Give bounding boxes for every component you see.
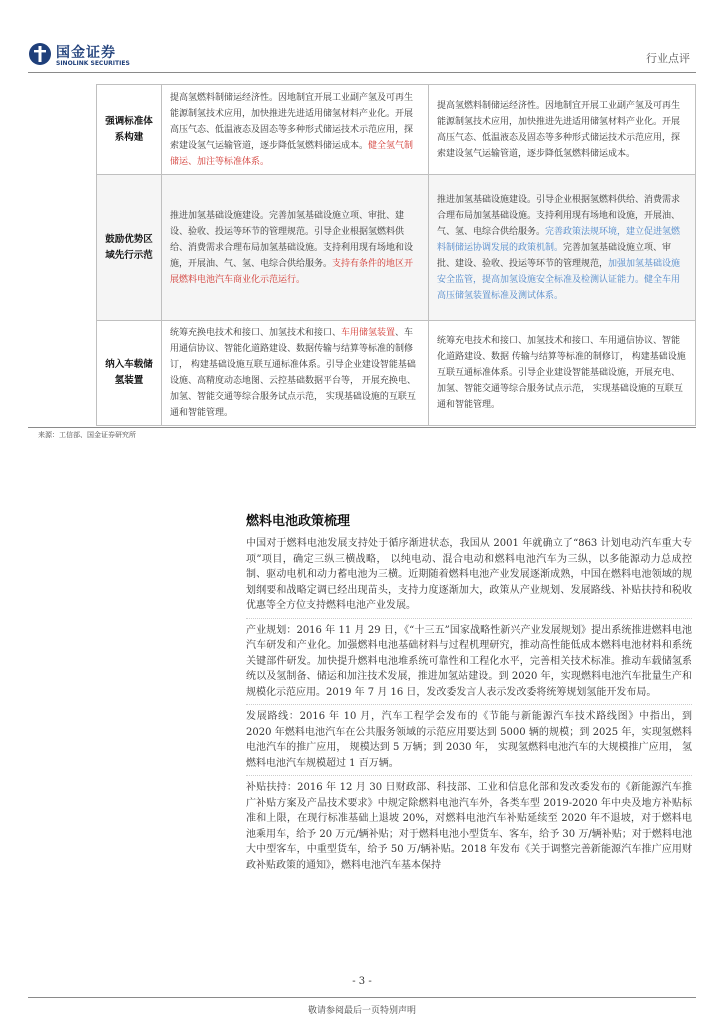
row-category: 鼓励优势区域先行示范 [97,175,162,321]
row-category: 纳入车载储氢装置 [97,321,162,426]
company-logo [28,40,138,72]
page-header [0,0,724,80]
policy-text: 推进加氢基础设施建设。引导企业根据氢燃料供给、消费需求合理布局加氢基础设施。支持利用现有场地和设施，开展油、气、氢、电综合供给服务。 [437,194,681,237]
page-number: - 3 - [352,976,372,987]
body-paragraph: 补贴扶持：2016 年 12 月 30 日财政部、科技部、工业和信息化部和发改委发布的《新能源汽车推广补贴方案及产品技术要求》中规定除燃料电池汽车外，各类车型 2019-2020 年中央及地方补贴标准和上限，在现行标准基础上退坡 20%，对燃料电池汽车补贴延续至 2020 年不退坡，对于燃料电池乘用车，给予 20 万元/辆补贴；对于燃料电池小型货车、客车，给予 30 万/辆补贴；对于燃料电池大中型客车，中重型货车，给予 50 万/辆补贴。2018 年发布《关于调整完善新能源汽车推广应用财政补贴政策的通知》，燃料电池汽车基本保持 [246,775,692,873]
report-type-label: 行业点评 [646,52,690,65]
header-divider [28,72,696,73]
policy-text: 统筹充电技术和接口、加氢技术和接口、车用通信协议、智能化道路建设、数据 传输与结算等标准的制修订， 构建基础设施互联互通标准体系。引导企业建设智能基础设施，开展充电、加氢、智能交通等综合服务试点示范， 实现基础设施的互联互通和智能管理。 [437,336,686,410]
section-heading: 燃料电池政策梳理 [246,514,351,529]
policy-cell-right [429,175,696,321]
policy-text-highlight: 车用储氢装置 [341,328,396,338]
policy-cell-right [429,85,696,175]
body-paragraph: 中国对于燃料电池发展支持处于循序渐进状态，我国从 2001 年就确立了“863 计划电动汽车重大专项”项目，确定三纵三横战略， 以纯电动、混合电动和燃料电池汽车为三纵，以多能源动力总成控制、驱动电机和动力蓄电池为三横。近期随着燃料电池产业发展逐渐成熟，中国在燃料电池领域的规划纲要和战略定调已经出现苗头，支持力度逐渐加大，政策从产业规划、发展路线、补贴扶持和税收优惠等全方位支持燃料电池产业发展。 [246,538,692,611]
policy-text-new: 加强加氢基础设施安全监管，提高加氢设施安全标准及检测认证能力。健全车用高压储氢装置标准及测试体系。 [437,258,681,301]
policy-text: 统筹充换电技术和接口、加氢技术和接口、 [170,328,342,338]
policy-cell-left [162,85,429,175]
logo-text-cn: 国金证券 [56,45,116,61]
footer-disclaimer: 敬请参阅最后一页特别声明 [307,1006,416,1016]
policy-text-highlight: 健全氢气制储运、加注等标准体系。 [170,140,414,167]
table-divider [28,427,696,428]
table-row [97,175,696,321]
policy-text: 推进加氢基础设施建设。完善加氢基础设施立项、审批、建设、验收、投运等环节的管理规范。引导企业根据氢燃料供给、消费需求合理布局加氢基础设施。支持利用现有场地和设施，开展油、气、氢、电综合供给服务。 [170,210,414,269]
body-paragraph: 发展路线：2016 年 10 月，汽车工程学会发布的《节能与新能源汽车技术路线图》中指出，到 2020 年燃料电池汽车在公共服务领域的示范应用要达到 5000 辆的规模；到 2025 年，实现氢燃料电池汽车的推广应用， 规模达到 5 万辆；到 2030 年， 实现氢燃料电池汽车的大规模推广应用， 氢燃料电池汽车规模超过 1 百万辆。 [246,704,692,771]
policy-text: 提高氢燃料制储运经济性。因地制宜开展工业副产氢及可再生能源制氢技术应用，加快推进先进适用储氢材料产业化。开展高压气态、低温液态及固态等多种形式储运技术示范应用，探索建设氢气运输管道，逐步降低氢燃料储运成本。 [170,92,414,151]
policy-comparison-table [96,84,696,426]
policy-text-highlight: 支持有条件的地区开展燃料电池汽车商业化示范运行。 [170,258,414,285]
policy-cell-left [162,175,429,321]
logo-mark-icon [28,42,52,66]
footer-divider [28,997,696,998]
policy-cell-right [429,321,696,426]
section-body [246,536,692,877]
policy-text: 、车用通信协议、智能化道路建设、数据传输与结算等标准的制修订， 构建基础设施互联互通标准体系。引导企业建设智能基础设施、高精度动态地图、云控基础数据平台等， 开展充换电、加氢、智能交通等综合服务试点示范， 实现基础设施的互联互通和智能管理。 [170,328,416,418]
logo-text-en: SINOLINK SECURITIES [56,60,130,67]
policy-text-new: 完善政策法规环境，建立促进氢燃料制储运协调发展的政策机制。 [437,226,681,253]
policy-text: 提高氢燃料制储运经济性。因地制宜开展工业副产氢及可再生能源制氢技术应用，加快推进先进适用储氢材料产业化。开展高压气态、低温液态及固态等多种形式储运技术示范应用，探索建设氢气运输管道，逐步降低氢燃料储运成本。 [437,100,681,159]
table-row [97,321,696,426]
row-category: 强调标准体系构建 [97,85,162,175]
table-source-note: 来源：工信部、国金证券研究所 [38,431,136,439]
table-row [97,85,696,175]
policy-text: 完善加氢基础设施立项、审批、建设、验收、投运等环节的管理规范， [437,242,672,269]
policy-cell-left [162,321,429,426]
body-paragraph: 产业规划：2016 年 11 月 29 日，《“十三五”国家战略性新兴产业发展规划》提出系统推进燃料电池汽车研发和产业化。加强燃料电池基础材料与过程机理研究，推动高性能低成本燃料电池材料和系统关键部件研发。加快提升燃料电池堆系统可靠性和工程化水平，完善相关技术标准。推动车载储氢系统以及氢制备、储运和加注技术发展，推进加氢站建设。到 2020 年，实现燃料电池汽车批量生产和规模化示范应用。2019 年 7 月 16 日，发改委发言人表示发改委将统筹规划氢能开发布局。 [246,618,692,701]
